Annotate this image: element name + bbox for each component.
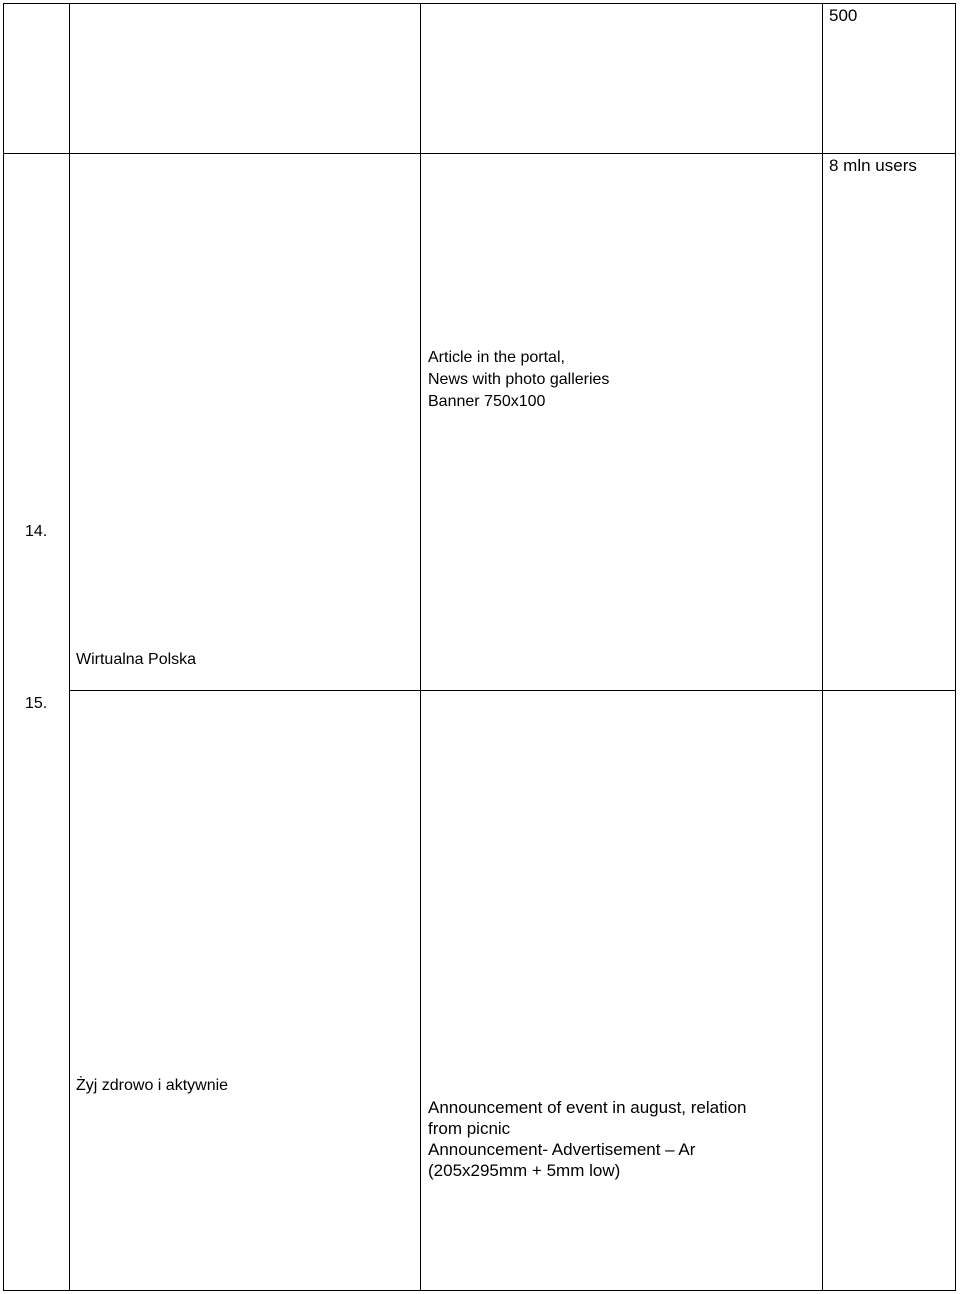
description-line-row-2-3: Banner 750x100: [428, 393, 546, 410]
row-name-15: Żyj zdrowo i aktywnie: [76, 1077, 229, 1094]
table-divider-col-3: [822, 3, 823, 1291]
table-border-right: [955, 3, 956, 1291]
reach-cell-row-2: 8 mln users: [829, 156, 917, 175]
table-border-top: [3, 3, 956, 4]
description-line-row-3-1: Announcement of event in august, relation: [428, 1098, 747, 1117]
table-border-bottom: [3, 1290, 956, 1291]
table-border-left: [3, 3, 4, 1291]
row-divider-2: [69, 690, 956, 691]
description-line-row-3-4: (205x295mm + 5mm low): [428, 1161, 621, 1180]
description-line-row-2-1: Article in the portal,: [428, 349, 565, 366]
table-divider-col-1: [69, 3, 70, 1291]
row-divider-1: [3, 153, 956, 154]
description-line-row-3-3: Announcement- Advertisement – Ar: [428, 1140, 696, 1159]
row-number-14: 14.: [25, 523, 48, 540]
description-line-row-3-2: from picnic: [428, 1119, 511, 1138]
table-divider-col-2: [420, 3, 421, 1291]
reach-cell-row-1: 500: [829, 6, 858, 25]
description-line-row-2-2: News with photo galleries: [428, 371, 610, 388]
row-number-15: 15.: [25, 695, 48, 712]
row-name-14: Wirtualna Polska: [76, 651, 197, 668]
